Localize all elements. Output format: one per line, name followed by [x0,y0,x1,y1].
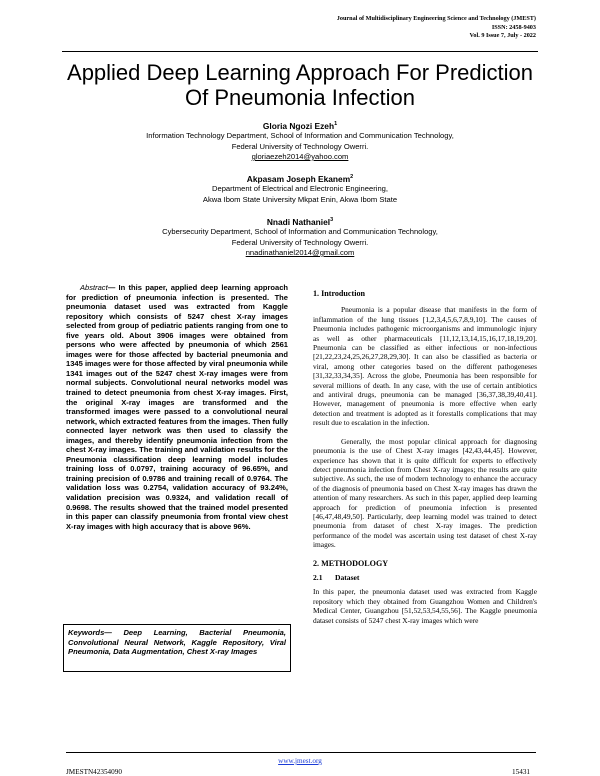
author-block-1 [80,119,520,162]
subsection-number: 2.1 [313,572,323,582]
section-heading-introduction: 1. Introduction [313,289,366,298]
author-affiliation: Information Technology Department, School of Information and Communication Technology, [146,131,454,141]
author-affiliation: Federal University of Technology Owerri. [231,237,369,247]
author-affiliation: Federal University of Technology Owerri. [231,141,369,151]
footer-rule [66,752,536,753]
title-line-1: Applied Deep Learning Approach For Prediction [67,60,533,85]
author-block-2 [80,172,520,205]
abstract-label: Abstract [80,283,108,292]
footer-paper-id: JMESTN42354090 [66,768,122,776]
subsection-title: Dataset [335,572,360,582]
author-name: Gloria Ngozi Ezeh [262,120,335,131]
journal-name: Journal of Multidisciplinary Engineering Science and Technology (JMEST) [336,15,536,22]
abstract [66,283,288,531]
author-email-link[interactable]: nnadinathaniel2014@gmail.com [245,248,355,258]
dataset-paragraph: In this paper, the pneumonia dataset used was extracted from Kaggle repository which they obtained from Guangzhou Women and Children's Medical Center, Guangzhou [51,52,53,54,55,56]. The Kaggle pneumonia dataset consists of 5247 chest X-ray images which were [313,587,537,625]
author-affiliation: Department of Electrical and Electronic Engineering, [211,184,388,194]
right-column [313,289,537,625]
author-sup: 2 [350,174,354,180]
intro-paragraph-1: Pneumonia is a popular disease that manifests in the form of inflammation of the lung tissues [1,2,3,4,5,6,7,8,9,10]. The causes of Pneumonia includes pathogenic microorganisms and immunologic injury as well as other pharmaceuticals [11,12,13,14,15,16,17,18,19,20]. Pneumonia can be classified as either infectious or non-infectious [21,22,23,24,25,26,27,28,29,30]. It can also be classified as bacteria or viral, among other categories based on the different pathogeneses [31,32,33,34,35]. Across the globe, Pneumonia has been responsible for several millions of death. In any case, with the use of certain antibiotics and antiviral drugs, pneumonia can be managed [36,37,38,39,40,41]. However, management of pneumonia is more effective when early detection and treatment is adopted as it forestalls complications that may result due to escalation in the infection. [313,305,537,428]
section-heading-methodology: 2. METHODOLOGY [313,558,389,568]
author-sup: 3 [330,217,334,223]
author-name: Nnadi Nathaniel [266,216,331,227]
journal-header [337,15,536,41]
paper-title [50,60,550,110]
journal-volume: Vol. 9 Issue 7, July - 2022 [469,32,536,40]
header-rule [62,51,538,52]
abstract-text: — In this paper, applied deep learning approach for prediction of pneumonia infection is presented. The pneumonia dataset used was extracted from Kaggle repository which consists of 5247 chest X-ray images selected from group of pediatric patients ranging from one to five years old. About 3906 images were obtained from persons who were affected by pneumonia of which 2561 images were for those affected by bacterial pneumonia and 1345 images were for those affected by viral pneumonia while 1341 images out of the 5247 chest X-ray images were from normal subjects. Convolutional neural networks model was trained to detect pneumonia from chest X-ray images. First, the original X-ray images are transformed and the transformed images were passed to a convolutional neural network, which extracted features from the images. Then fully connected layer network was then used to classify the images, and thereby identify pneumonia infection from the chest X-ray images. The training and validation results for the Pneumonia classification deep learning model includes training loss of 0.0797, training accuracy of 96.65%, and training precision of 0.9786 and training recall of 0.9764. The validation loss was 0.2754, validation accuracy of 93.24%, validation precision was 0.9324, and validation recall of 0.9698. The results showed that the trained model presented in this paper can classify pneumonia from frontal view chest X-ray images with high accuracy that is above 96%. [66,283,288,531]
subsection-heading-dataset [313,573,537,582]
keywords-box [63,624,291,672]
title-line-2: Of Pneumonia Infection [185,85,415,110]
journal-issn: ISSN: 2458-9403 [491,23,536,31]
intro-paragraph-2: Generally, the most popular clinical approach for diagnosing pneumonia is the use of Chest X-ray images [42,43,44,45]. However, experience has shown that it is quite difficult for experts to effectively detect pneumonia infection from Chest X-ray images; the results are quite subjective. As such, the use of modern technology to enhance the accuracy of the diagnosis of pneumonia based on Chest X-ray images has drawn the attention of many researchers. As such in this paper, applied deep learning approach for prediction of pneumonia infection is presented [46,47,48,49,50]. Particularly, deep learning model was trained to detect pneumonia from dataset of chest X-ray images. The prediction performance of the model was ascertain using test dataset of chest X-ray images. [313,436,537,550]
author-affiliation: Akwa Ibom State University Mkpat Enin, Akwa Ibom State [202,194,398,204]
author-affiliation: Cybersecurity Department, School of Information and Communication Technology, [162,227,438,237]
author-name: Akpasam Joseph Ekanem [246,173,351,184]
author-block-3 [80,215,520,258]
footer-page-number: 15431 [512,768,530,776]
author-sup: 1 [334,121,338,127]
author-email-link[interactable]: gloriaezeh2014@yahoo.com [251,152,349,162]
keywords-text: Keywords— Deep Learning, Bacterial Pneumonia, Convolutional Neural Network, Kaggle Repository, Viral Pneumonia, Data Augmentation, Chest X-ray Images [68,628,286,657]
footer-journal-link[interactable]: www.jmest.org [278,757,322,765]
